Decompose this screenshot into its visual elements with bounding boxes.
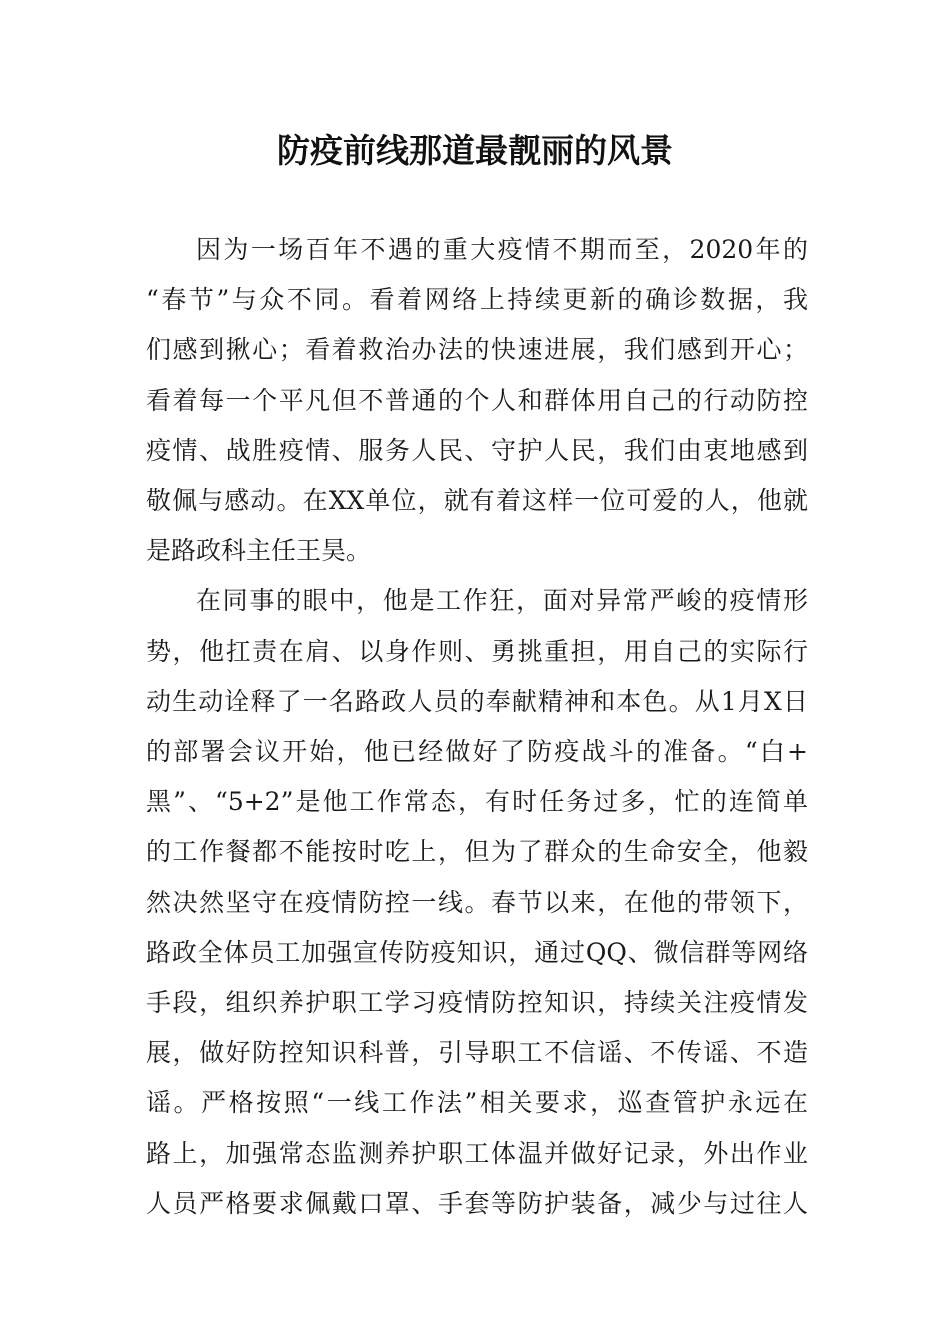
- text-line: 疫情、战胜疫情、服务人民、守护人民，我们由衷地感到: [146, 435, 808, 465]
- text-line: “春节”与众不同。看着网络上持续更新的确诊数据，我: [146, 285, 808, 315]
- document-title: 防疫前线那道最靓丽的风景: [277, 131, 673, 170]
- text-line: 展，做好防控知识科普，引导职工不信谣、不传谣、不造: [146, 1038, 808, 1068]
- text-line: 谣。严格按照“一线工作法”相关要求，巡查管护永远在: [146, 1088, 808, 1118]
- text-line: 在同事的眼中，他是工作狂，面对异常严峻的疫情形: [196, 586, 808, 616]
- text-line: 敬佩与感动。在XX单位，就有着这样一位可爱的人，他就: [146, 486, 808, 516]
- text-line: 路上，加强常态监测养护职工体温并做好记录，外出作业: [146, 1138, 808, 1168]
- text-line: 路政全体员工加强宣传防疫知识，通过QQ、微信群等网络: [146, 937, 808, 967]
- text-line: 因为一场百年不遇的重大疫情不期而至，2020年的: [196, 235, 808, 264]
- text-line: 们感到揪心；看着救治办法的快速进展，我们感到开心；: [146, 335, 808, 365]
- text-line: 然决然坚守在疫情防控一线。春节以来，在他的带领下，: [146, 887, 808, 917]
- document-body: [146, 225, 808, 1229]
- paragraph-2: [146, 576, 808, 1229]
- text-line: 的部署会议开始，他已经做好了防疫战斗的准备。“白+: [146, 737, 808, 767]
- text-line: 黑”、“5+2”是他工作常态，有时任务过多，忙的连简单: [146, 787, 808, 817]
- text-line: 是路政科主任王昊。: [146, 536, 372, 566]
- text-line: 看着每一个平凡但不普通的个人和群体用自己的行动防控: [146, 385, 808, 415]
- text-line: 动生动诠释了一名路政人员的奉献精神和本色。从1月X日: [146, 686, 808, 716]
- paragraph-1: [146, 225, 808, 576]
- text-line: 人员严格要求佩戴口罩、手套等防护装备，减少与过往人: [146, 1188, 808, 1218]
- text-line: 的工作餐都不能按时吃上，但为了群众的生命安全，他毅: [146, 837, 808, 867]
- text-line: 势，他扛责在肩、以身作则、勇挑重担，用自己的实际行: [146, 636, 808, 666]
- text-line: 手段，组织养护职工学习疫情防控知识，持续关注疫情发: [146, 988, 808, 1018]
